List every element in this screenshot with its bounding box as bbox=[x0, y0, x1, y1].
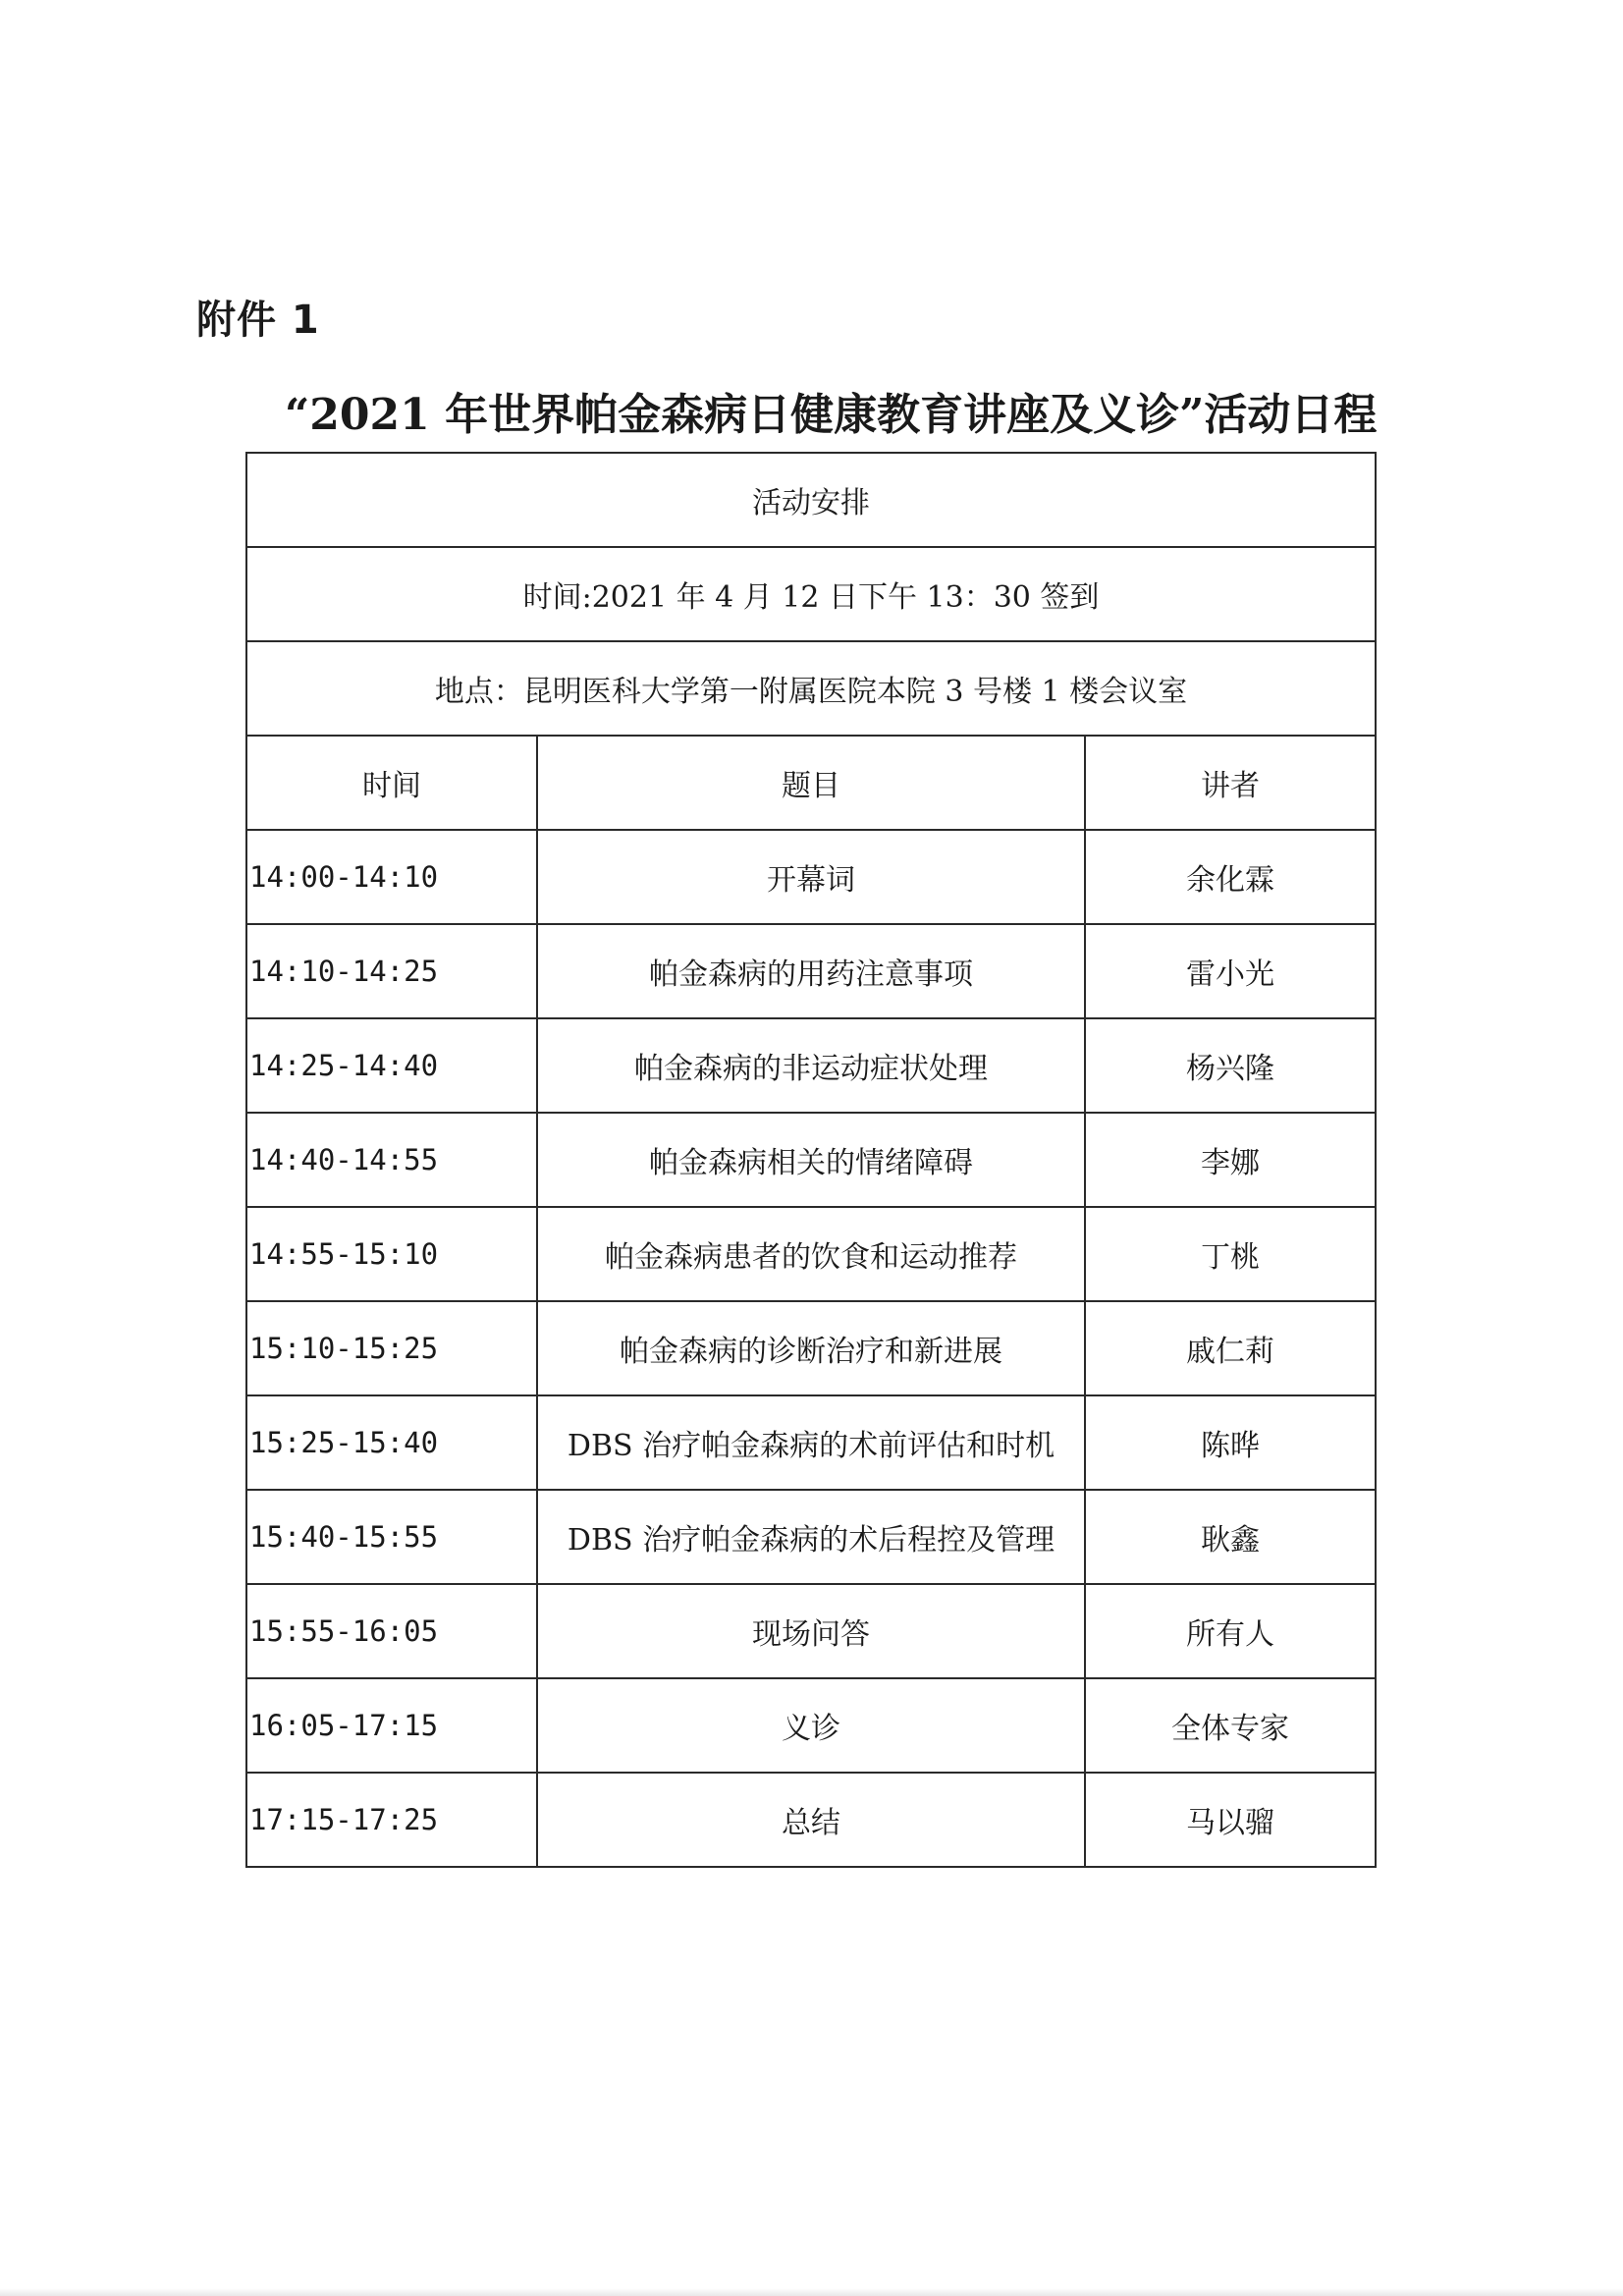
schedule-speaker: 全体专家 bbox=[1085, 1678, 1376, 1773]
schedule-speaker: 陈晔 bbox=[1085, 1395, 1376, 1490]
schedule-topic: 现场问答 bbox=[537, 1584, 1085, 1678]
schedule-speaker: 雷小光 bbox=[1085, 924, 1376, 1018]
table-row bbox=[246, 1773, 1376, 1867]
schedule-time: 15:40-15:55 bbox=[246, 1490, 537, 1584]
schedule-topic: 义诊 bbox=[537, 1678, 1085, 1773]
time-info: 时间:2021 年 4 月 12 日下午 13：30 签到 bbox=[246, 547, 1376, 641]
schedule-speaker: 耿鑫 bbox=[1085, 1490, 1376, 1584]
schedule-time: 16:05-17:15 bbox=[246, 1678, 537, 1773]
schedule-table bbox=[245, 452, 1377, 1868]
table-row bbox=[246, 1395, 1376, 1490]
table-row bbox=[246, 1490, 1376, 1584]
table-row bbox=[246, 924, 1376, 1018]
scan-edge bbox=[0, 2288, 1623, 2296]
schedule-topic: DBS 治疗帕金森病的术前评估和时机 bbox=[537, 1395, 1085, 1490]
column-header-row bbox=[246, 736, 1376, 830]
schedule-speaker: 丁桃 bbox=[1085, 1207, 1376, 1301]
schedule-time: 17:15-17:25 bbox=[246, 1773, 537, 1867]
schedule-time: 14:40-14:55 bbox=[246, 1113, 537, 1207]
schedule-time: 14:10-14:25 bbox=[246, 924, 537, 1018]
attachment-label: 附件 1 bbox=[196, 298, 320, 343]
table-row bbox=[246, 1207, 1376, 1301]
schedule-speaker: 所有人 bbox=[1085, 1584, 1376, 1678]
schedule-time: 15:10-15:25 bbox=[246, 1301, 537, 1395]
section-heading: 活动安排 bbox=[246, 453, 1376, 547]
schedule-speaker: 戚仁莉 bbox=[1085, 1301, 1376, 1395]
location-info-row bbox=[246, 641, 1376, 736]
section-heading-row bbox=[246, 453, 1376, 547]
table-row bbox=[246, 1678, 1376, 1773]
schedule-speaker: 余化霖 bbox=[1085, 830, 1376, 924]
schedule-time: 14:55-15:10 bbox=[246, 1207, 537, 1301]
schedule-topic: 帕金森病的非运动症状处理 bbox=[537, 1018, 1085, 1113]
table-row bbox=[246, 1301, 1376, 1395]
schedule-time: 15:25-15:40 bbox=[246, 1395, 537, 1490]
table-row bbox=[246, 1113, 1376, 1207]
schedule-topic: 总结 bbox=[537, 1773, 1085, 1867]
schedule-time: 15:55-16:05 bbox=[246, 1584, 537, 1678]
schedule-topic: 帕金森病相关的情绪障碍 bbox=[537, 1113, 1085, 1207]
location-info: 地点：昆明医科大学第一附属医院本院 3 号楼 1 楼会议室 bbox=[246, 641, 1376, 736]
schedule-topic: 帕金森病的用药注意事项 bbox=[537, 924, 1085, 1018]
table-row bbox=[246, 830, 1376, 924]
schedule-topic: DBS 治疗帕金森病的术后程控及管理 bbox=[537, 1490, 1085, 1584]
column-header-topic: 题目 bbox=[537, 736, 1085, 830]
schedule-topic: 帕金森病的诊断治疗和新进展 bbox=[537, 1301, 1085, 1395]
schedule-speaker: 杨兴隆 bbox=[1085, 1018, 1376, 1113]
schedule-time: 14:00-14:10 bbox=[246, 830, 537, 924]
schedule-speaker: 马以骝 bbox=[1085, 1773, 1376, 1867]
schedule-speaker: 李娜 bbox=[1085, 1113, 1376, 1207]
schedule-topic: 帕金森病患者的饮食和运动推荐 bbox=[537, 1207, 1085, 1301]
document-title: “2021 年世界帕金森病日健康教育讲座及义诊”活动日程 bbox=[285, 390, 1378, 440]
column-header-time: 时间 bbox=[246, 736, 537, 830]
table-row bbox=[246, 1018, 1376, 1113]
column-header-speaker: 讲者 bbox=[1085, 736, 1376, 830]
time-info-row bbox=[246, 547, 1376, 641]
schedule-topic: 开幕词 bbox=[537, 830, 1085, 924]
table-row bbox=[246, 1584, 1376, 1678]
schedule-time: 14:25-14:40 bbox=[246, 1018, 537, 1113]
